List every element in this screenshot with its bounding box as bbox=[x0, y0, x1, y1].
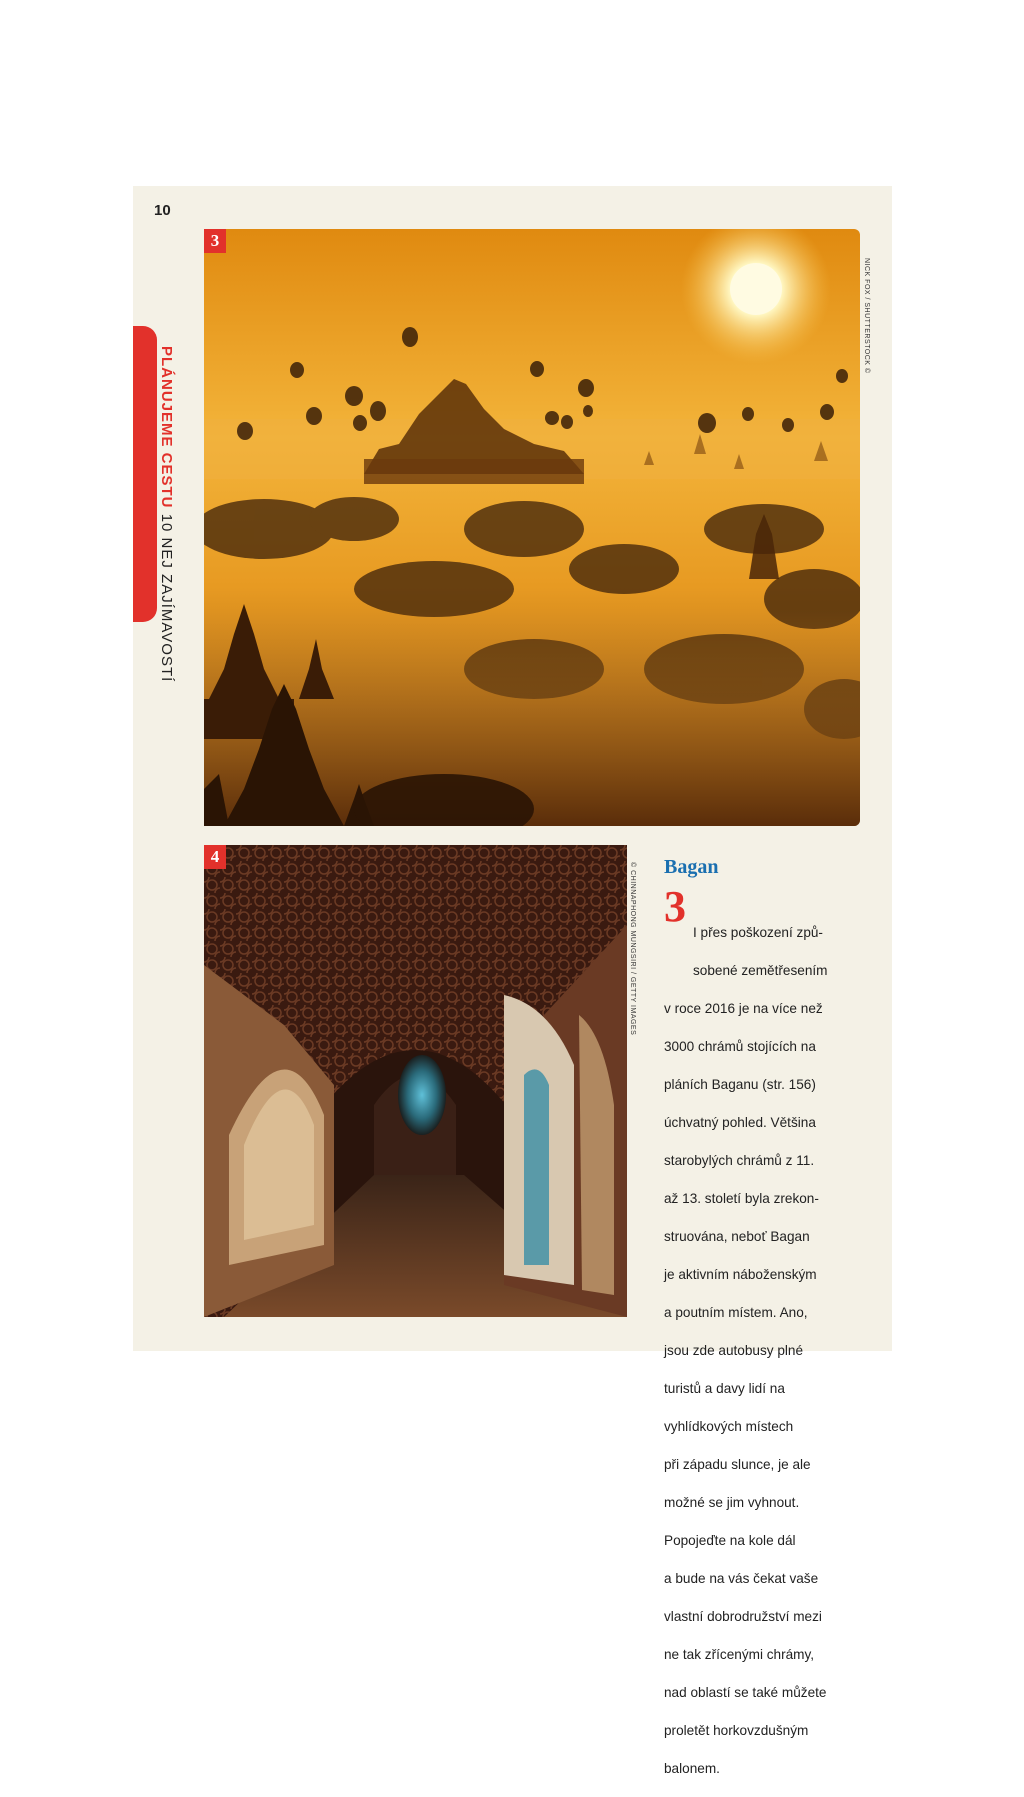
article-line: jsou zde autobusy plné bbox=[664, 1343, 804, 1358]
article-line: úchvatný pohled. Většina bbox=[664, 1115, 816, 1130]
photo-badge-3: 3 bbox=[204, 229, 226, 253]
temple-corridor-photo bbox=[204, 845, 627, 1317]
section-heading bbox=[158, 346, 175, 682]
article-title: Bagan bbox=[664, 856, 719, 878]
page-number: 10 bbox=[154, 202, 171, 219]
article-body bbox=[664, 882, 864, 1797]
article-line: až 13. století byla zrekon- bbox=[664, 1191, 819, 1206]
article-bagan bbox=[664, 856, 864, 1797]
temple-corridor-illustration bbox=[204, 845, 627, 1317]
bagan-sunrise-photo bbox=[204, 229, 860, 826]
article-line: balonem. bbox=[664, 1761, 720, 1776]
article-line: Popojeďte na kole dál bbox=[664, 1533, 796, 1548]
article-line: proletět horkovzdušným bbox=[664, 1723, 809, 1738]
photo-credit-3: NICK FOX / SHUTTERSTOCK © bbox=[863, 258, 870, 374]
photo-credit-4: © CHINNAPHONG MUNGSIRI / GETTY IMAGES bbox=[629, 862, 636, 1036]
photo-badge-4: 4 bbox=[204, 845, 226, 869]
section-subtitle: 10 NEJ ZAJÍMAVOSTÍ bbox=[158, 513, 175, 683]
article-line: starobylých chrámů z 11. bbox=[664, 1153, 815, 1168]
article-line: vlastní dobrodružství mezi bbox=[664, 1609, 822, 1624]
article-line: je aktivním náboženským bbox=[664, 1267, 817, 1282]
article-line: turistů a davy lidí na bbox=[664, 1381, 785, 1396]
article-line: sobené zemětřesením bbox=[693, 963, 828, 978]
article-line: ne tak zřícenými chrámy, bbox=[664, 1647, 815, 1662]
section-title: PLÁNUJEME CESTU bbox=[158, 346, 175, 509]
article-line: 3000 chrámů stojících na bbox=[664, 1039, 816, 1054]
article-line: vyhlídkových místech bbox=[664, 1419, 794, 1434]
section-tab bbox=[133, 326, 157, 622]
article-line: v roce 2016 je na více než bbox=[664, 1001, 823, 1016]
article-line: možné se jim vyhnout. bbox=[664, 1495, 800, 1510]
article-line: I přes poškození způ- bbox=[693, 925, 823, 940]
article-line: nad oblastí se také můžete bbox=[664, 1685, 827, 1700]
article-line: a poutním místem. Ano, bbox=[664, 1305, 808, 1320]
drop-cap: 3 bbox=[664, 882, 686, 931]
bagan-sunrise-illustration bbox=[204, 229, 860, 826]
article-line: a bude na vás čekat vaše bbox=[664, 1571, 819, 1586]
article-line: struována, neboť Bagan bbox=[664, 1229, 810, 1244]
article-line: při západu slunce, je ale bbox=[664, 1457, 811, 1472]
article-line: pláních Baganu (str. 156) bbox=[664, 1077, 816, 1092]
